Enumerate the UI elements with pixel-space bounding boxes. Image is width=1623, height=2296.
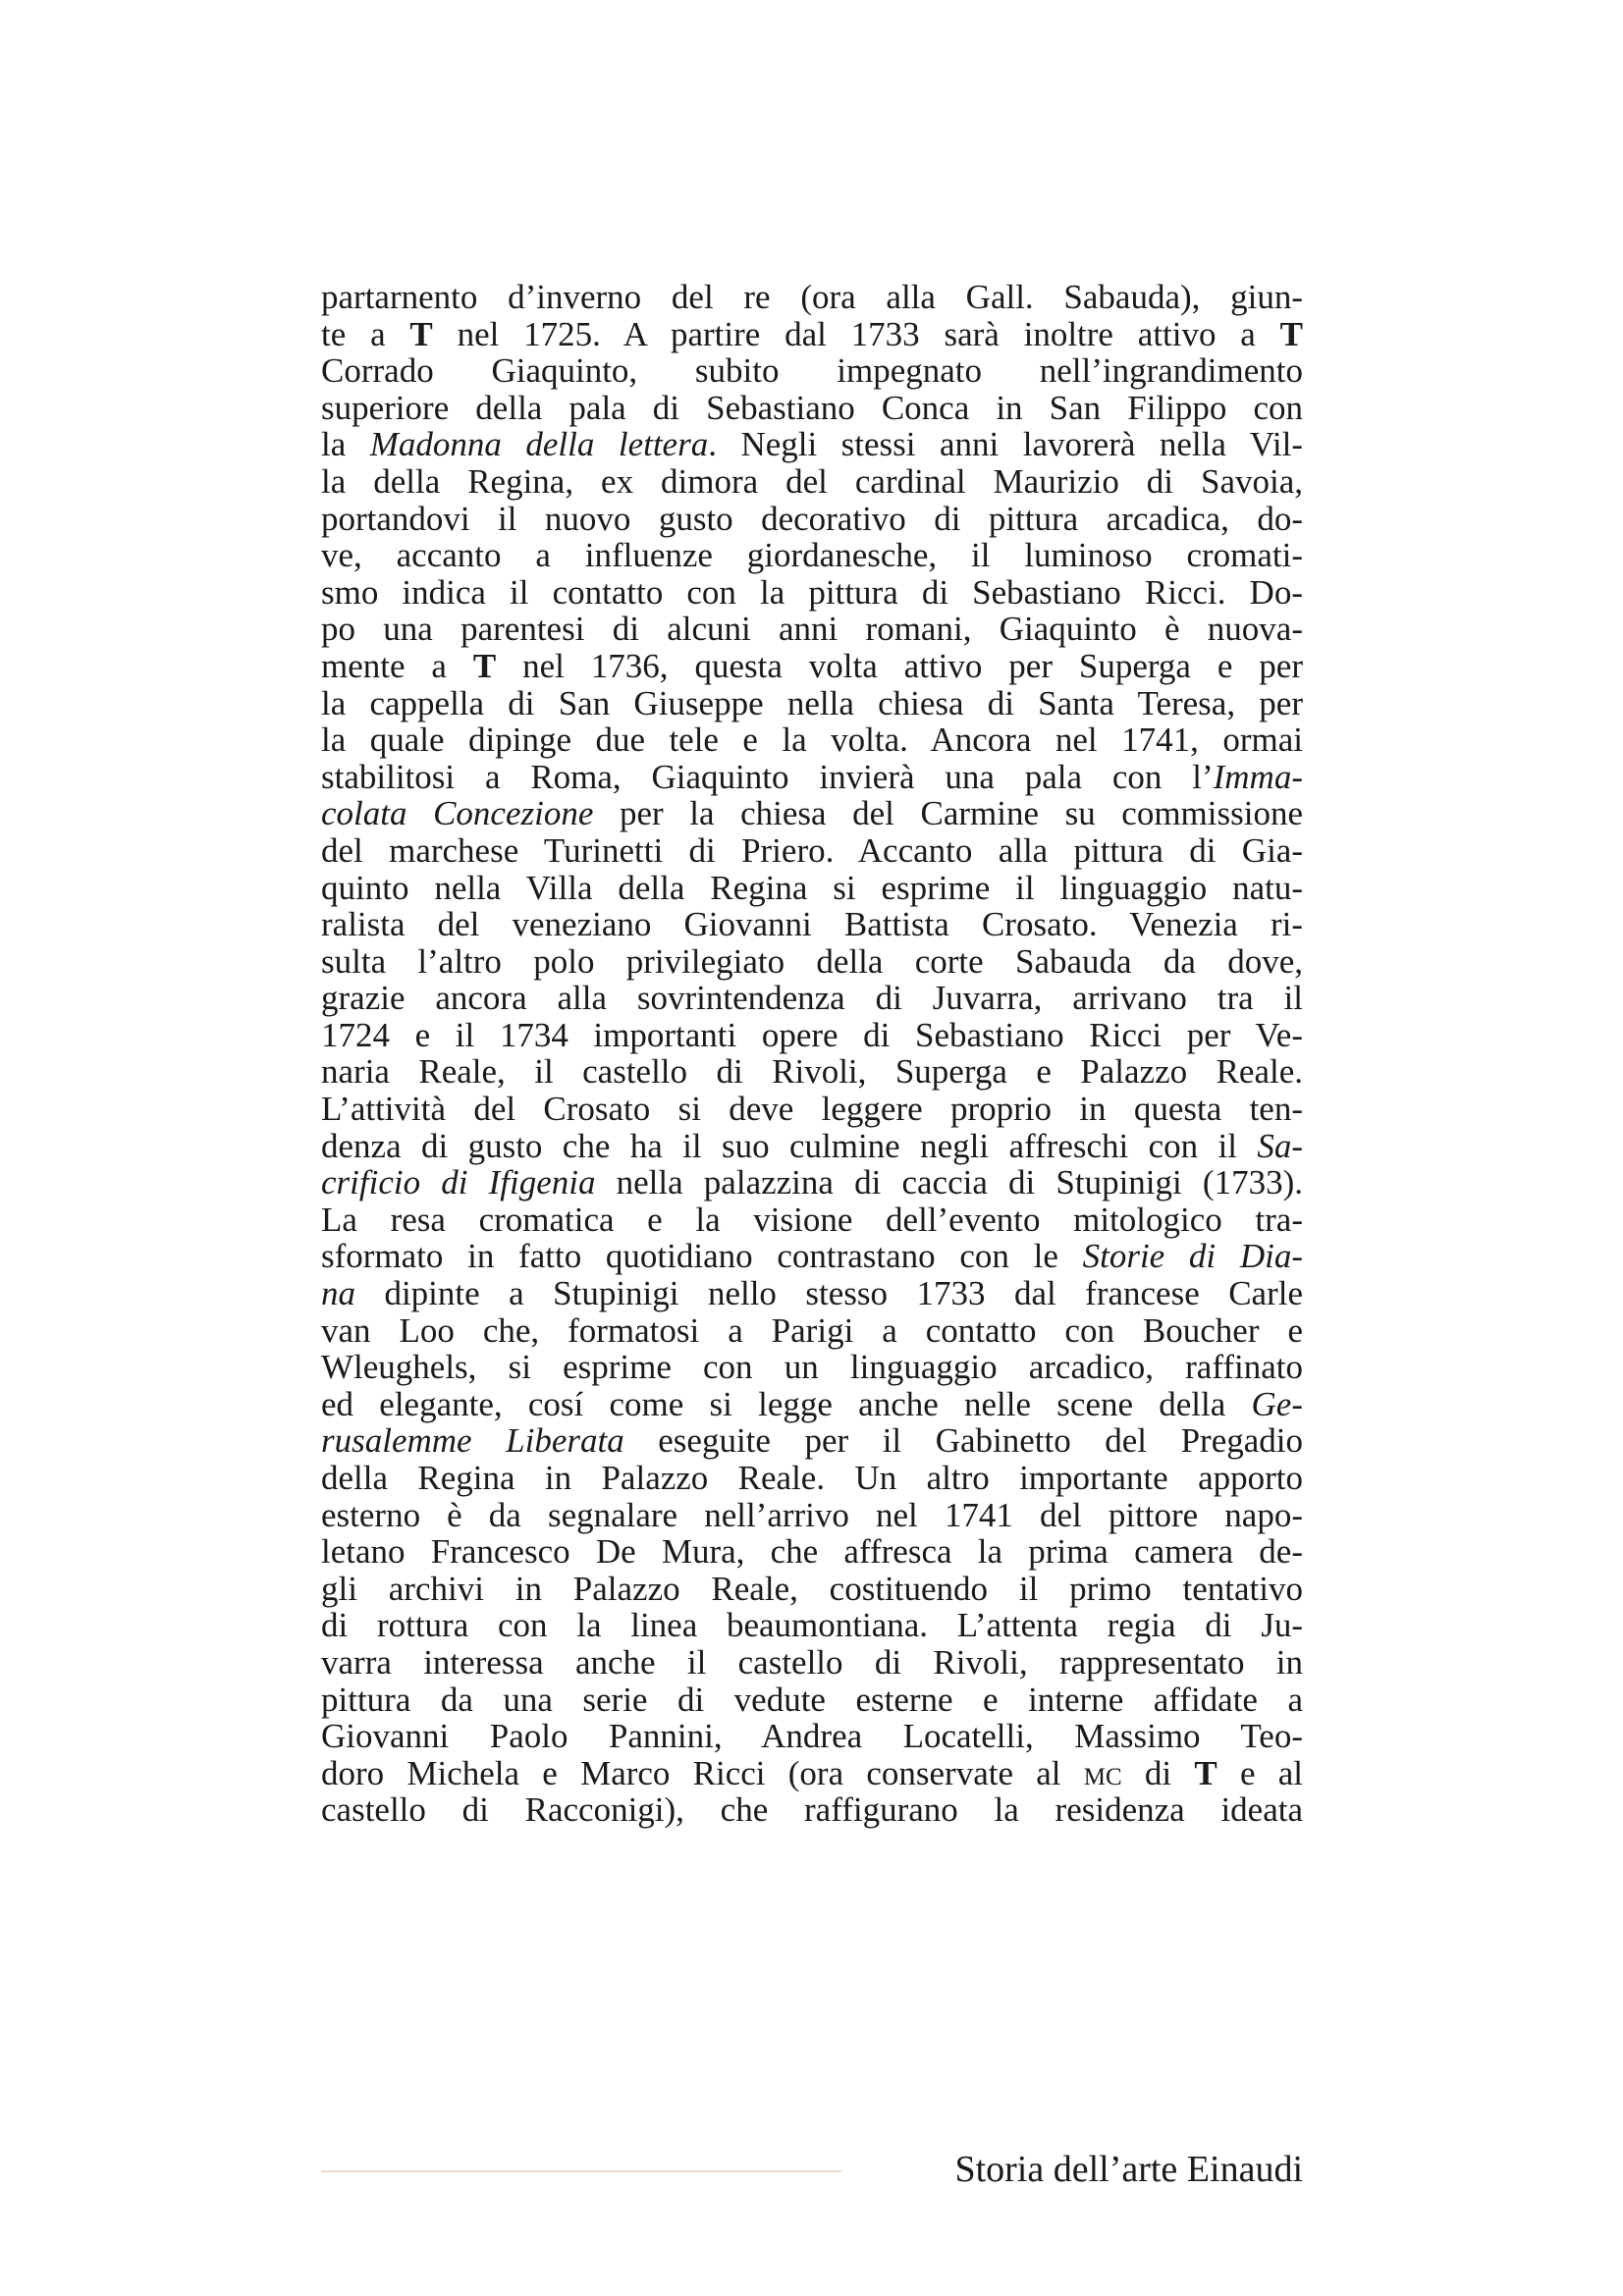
text-line <box>321 1791 1303 1829</box>
footer-rule <box>321 2170 841 2172</box>
text-run: del marchese Turinetti di Priero. Accanto alla pittura di Gia- <box>321 830 1303 870</box>
text-line <box>321 1349 1303 1386</box>
text-line <box>321 1275 1303 1312</box>
text-line <box>321 1164 1303 1201</box>
text-run: na <box>321 1274 355 1313</box>
text-line <box>321 279 1303 316</box>
text-run: po una parentesi di alcuni anni romani, Giaquinto è nuova- <box>321 610 1303 649</box>
text-line <box>321 759 1303 796</box>
text-line <box>321 906 1303 943</box>
text-run: Ge- <box>1251 1384 1303 1423</box>
text-run: te a <box>321 314 410 353</box>
text-run: Sa- <box>1257 1126 1303 1165</box>
text-run: della Regina in Palazzo Reale. Un altro importante apporto <box>321 1459 1303 1497</box>
text-line <box>321 611 1303 648</box>
text-run: van Loo che, formatosi a Parigi a contatto con Boucher e <box>321 1310 1303 1350</box>
text-run: grazie ancora alla sovrintendenza di Juvarra, arrivano tra il <box>321 979 1303 1018</box>
text-line <box>321 870 1303 907</box>
text-line <box>321 1533 1303 1571</box>
text-run: di <box>1121 1753 1195 1792</box>
text-run: nella palazzina di caccia di Stupinigi (1733). <box>595 1163 1303 1202</box>
text-line <box>321 1201 1303 1239</box>
text-run: nel 1725. A partire dal 1733 sarà inoltre attivo a <box>432 314 1280 353</box>
text-run: per la chiesa del Carmine su commissione <box>593 794 1303 833</box>
text-line <box>321 721 1303 759</box>
text-line <box>321 1128 1303 1165</box>
text-run: Wleughels, si esprime con un linguaggio arcadico, raffinato <box>321 1348 1303 1387</box>
text-run: Storie di Dia- <box>1082 1237 1304 1276</box>
text-run: naria Reale, il castello di Rivoli, Superga e Palazzo Reale. <box>321 1052 1303 1092</box>
text-line <box>321 390 1303 427</box>
text-run: sulta l’altro polo privilegiato della corte Sabauda da dove, <box>321 941 1303 981</box>
text-run: ve, accanto a influenze giordanesche, il luminoso cromati- <box>321 536 1303 575</box>
text-run: letano Francesco De Mura, che affresca la prima camera de- <box>321 1532 1303 1572</box>
body-text <box>321 279 1303 1829</box>
text-line <box>321 1644 1303 1682</box>
text-run: portandovi il nuovo gusto decorativo di pittura arcadica, do- <box>321 499 1303 538</box>
text-run: . Negli stessi anni lavorerà nella Vil- <box>708 425 1303 464</box>
text-run: la quale dipinge due tele e la volta. Ancora nel 1741, ormai <box>321 721 1303 760</box>
text-run: smo indica il contatto con la pittura di Sebastiano Ricci. Do- <box>321 572 1303 612</box>
text-run: doro Michela e Marco Ricci (ora conservate al <box>321 1753 1084 1792</box>
text-run: nel 1736, questa volta attivo per Superga e per <box>496 646 1303 685</box>
text-line <box>321 1460 1303 1497</box>
text-run: 1724 e il 1734 importanti opere di Sebastiano Ricci per Ve- <box>321 1015 1303 1054</box>
text-line <box>321 1571 1303 1608</box>
text-run: Corrado Giaquinto, subito impegnato nell’ingrandimento <box>321 351 1303 391</box>
text-run: pittura da una serie di vedute esterne e interne affidate a <box>321 1680 1303 1719</box>
text-run: eseguite per il Gabinetto del Pregadio <box>623 1421 1303 1461</box>
text-line <box>321 980 1303 1017</box>
text-line <box>321 1497 1303 1534</box>
text-run: la cappella di San Giuseppe nella chiesa di Santa Teresa, per <box>321 683 1303 722</box>
text-run: colata Concezione <box>321 794 594 833</box>
text-line <box>321 648 1303 685</box>
text-run: stabilitosi a Roma, Giaquinto invierà una pala con l’ <box>321 757 1214 796</box>
text-line <box>321 795 1303 832</box>
text-run: mente a <box>321 646 473 685</box>
text-run: L’attività del Crosato si deve leggere proprio in questa ten- <box>321 1090 1303 1129</box>
text-run: sformato in fatto quotidiano contrastano con le <box>321 1237 1083 1276</box>
text-line <box>321 943 1303 981</box>
text-run: varra interessa anche il castello di Rivoli, rappresentato in <box>321 1642 1303 1682</box>
text-line <box>321 1312 1303 1350</box>
text-line <box>321 1053 1303 1091</box>
text-run: Madonna della lettera <box>369 425 709 464</box>
text-run: T <box>472 646 497 685</box>
text-line <box>321 1718 1303 1755</box>
text-run: superiore della pala di Sebastiano Conca in San Filippo con <box>321 388 1303 427</box>
text-run: ed elegante, cosí come si legge anche nelle scene della <box>321 1384 1252 1423</box>
text-line <box>321 1755 1303 1792</box>
text-run: castello di Racconigi), che raffigurano la residenza ideata <box>321 1790 1303 1830</box>
text-run: T <box>1279 314 1303 353</box>
text-line <box>321 574 1303 612</box>
text-run: di rottura con la linea beaumontiana. L’attenta regia di Ju- <box>321 1606 1303 1645</box>
text-line <box>321 1682 1303 1719</box>
text-line <box>321 1238 1303 1275</box>
text-line <box>321 501 1303 538</box>
text-line <box>321 832 1303 870</box>
text-run: Imma- <box>1213 757 1303 796</box>
text-run: gli archivi in Palazzo Reale, costituendo il primo tentativo <box>321 1569 1303 1608</box>
text-run: La resa cromatica e la visione dell’evento mitologico tra- <box>321 1200 1303 1239</box>
text-run: partarnento d’inverno del re (ora alla Gall. Sabauda), giun- <box>321 278 1303 316</box>
text-run: ralista del veneziano Giovanni Battista Crosato. Venezia ri- <box>321 905 1303 944</box>
text-run: Giovanni Paolo Pannini, Andrea Locatelli, Massimo Teo- <box>321 1717 1303 1756</box>
text-line <box>321 1422 1303 1460</box>
text-run: crificio di Ifigenia <box>321 1163 596 1202</box>
text-run: denza di gusto che ha il suo culmine negli affreschi con il <box>321 1126 1258 1165</box>
text-run: e al <box>1217 1753 1303 1792</box>
text-line <box>321 685 1303 722</box>
text-line <box>321 316 1303 353</box>
footer-title: Storia dell’arte Einaudi <box>954 2149 1303 2190</box>
text-line <box>321 426 1303 463</box>
text-line <box>321 1091 1303 1128</box>
text-run: la della Regina, ex dimora del cardinal Maurizio di Savoia, <box>321 461 1303 501</box>
text-run: la <box>321 425 370 464</box>
text-line <box>321 1386 1303 1423</box>
text-run: T <box>409 314 433 353</box>
text-line <box>321 1607 1303 1644</box>
text-run: T <box>1194 1753 1217 1792</box>
text-run: esterno è da segnalare nell’arrivo nel 1741 del pittore napo- <box>321 1495 1303 1534</box>
text-run: quinto nella Villa della Regina si esprime il linguaggio natu- <box>321 868 1303 907</box>
text-line <box>321 352 1303 390</box>
text-run: mc <box>1083 1753 1122 1792</box>
text-line <box>321 537 1303 574</box>
text-line <box>321 463 1303 501</box>
text-run: dipinte a Stupinigi nello stesso 1733 dal francese Carle <box>355 1274 1303 1313</box>
text-line <box>321 1017 1303 1054</box>
text-run: rusalemme Liberata <box>321 1421 624 1461</box>
